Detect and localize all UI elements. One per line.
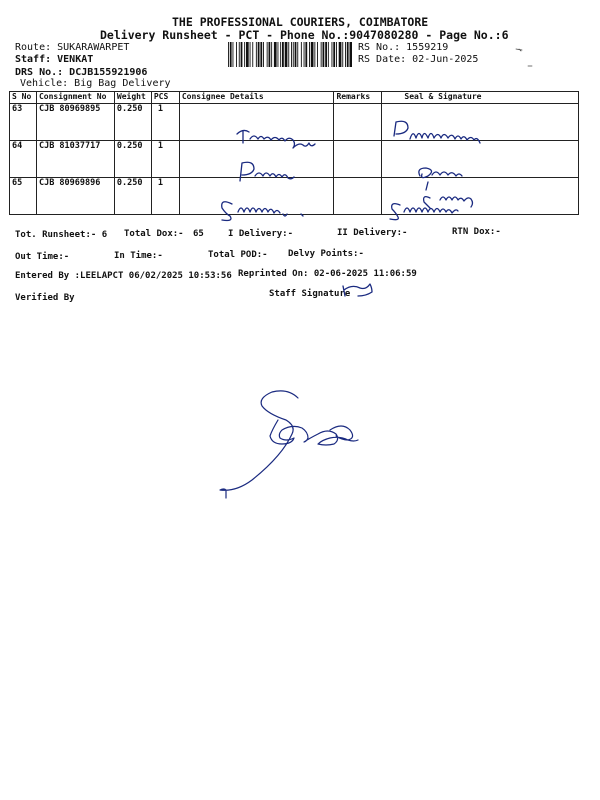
in-time: In Time:-: [114, 251, 163, 261]
delvy-points: Delvy Points:-: [288, 249, 364, 259]
cell-consignment: CJB 80969895: [36, 104, 114, 141]
col-header-consignment: Consignment No: [36, 92, 114, 104]
col-header-pcs: PCS: [151, 92, 179, 104]
cell-consignee: [179, 104, 334, 141]
col-header-consignee: Consignee Details: [179, 92, 334, 104]
rs-number: RS No.: 1559219: [358, 42, 449, 53]
cell-pcs: 1: [151, 178, 179, 215]
runsheet-subtitle: Delivery Runsheet - PCT - Phone No.:9047080280 - Page No.:6: [100, 28, 509, 42]
staff-signature-label: Staff Signature: [269, 289, 351, 299]
runsheet-table: [9, 91, 579, 215]
vehicle-label: Vehicle: Big Bag Delivery: [20, 78, 171, 89]
cell-pcs: 1: [151, 141, 179, 178]
cell-weight: 0.250: [114, 141, 151, 178]
reprinted-on: Reprinted On: 02-06-2025 11:06:59: [238, 269, 417, 279]
cell-remarks: [334, 104, 382, 141]
route-label: Route: SUKARAWARPET: [15, 42, 130, 53]
out-time: Out Time:-: [15, 252, 70, 262]
ii-delivery: II Delivery:-: [337, 228, 408, 238]
company-title: THE PROFESSIONAL COURIERS, COIMBATORE: [172, 15, 429, 29]
staff-label: Staff: VENKAT: [15, 54, 94, 65]
cell-signature: [382, 141, 579, 178]
cell-sno: 65: [10, 178, 37, 215]
cell-signature: [382, 178, 579, 215]
rs-date: RS Date: 02-Jun-2025: [358, 54, 479, 65]
drs-number: DRS No.: DCJB155921906: [15, 67, 148, 78]
table-header-row: [10, 92, 579, 104]
entered-by: Entered By :LEELAPCT 06/02/2025 10:53:56: [15, 271, 232, 281]
cell-sno: 64: [10, 141, 37, 178]
table-row: [10, 104, 579, 141]
cell-consignee: [179, 141, 334, 178]
col-header-weight: Weight: [114, 92, 151, 104]
total-pod: Total POD:-: [208, 250, 268, 260]
cell-weight: 0.250: [114, 178, 151, 215]
barcode-image: [228, 42, 352, 67]
col-header-remarks: Remarks: [334, 92, 382, 104]
table-row: [10, 178, 579, 215]
total-dox-label: Total Dox:-: [124, 229, 184, 239]
col-header-signature: Seal & Signature: [382, 92, 579, 104]
total-dox-value: 65: [193, 229, 204, 239]
cell-pcs: 1: [151, 104, 179, 141]
i-delivery: I Delivery:-: [228, 229, 294, 239]
cell-signature: [382, 104, 579, 141]
cell-weight: 0.250: [114, 104, 151, 141]
cell-sno: 63: [10, 104, 37, 141]
rtn-dox: RTN Dox:-: [452, 227, 501, 237]
cell-consignment: CJB 81037717: [36, 141, 114, 178]
col-header-sno: S No: [10, 92, 37, 104]
cell-remarks: [334, 178, 382, 215]
pen-mark: [516, 49, 532, 66]
table-row: [10, 141, 579, 178]
cell-consignee: [179, 178, 334, 215]
tot-runsheet: Tot. Runsheet:- 6: [15, 230, 108, 240]
verified-by: Verified By: [15, 293, 75, 303]
cell-consignment: CJB 80969896: [36, 178, 114, 215]
verifier-signature: [220, 391, 358, 498]
cell-remarks: [334, 141, 382, 178]
